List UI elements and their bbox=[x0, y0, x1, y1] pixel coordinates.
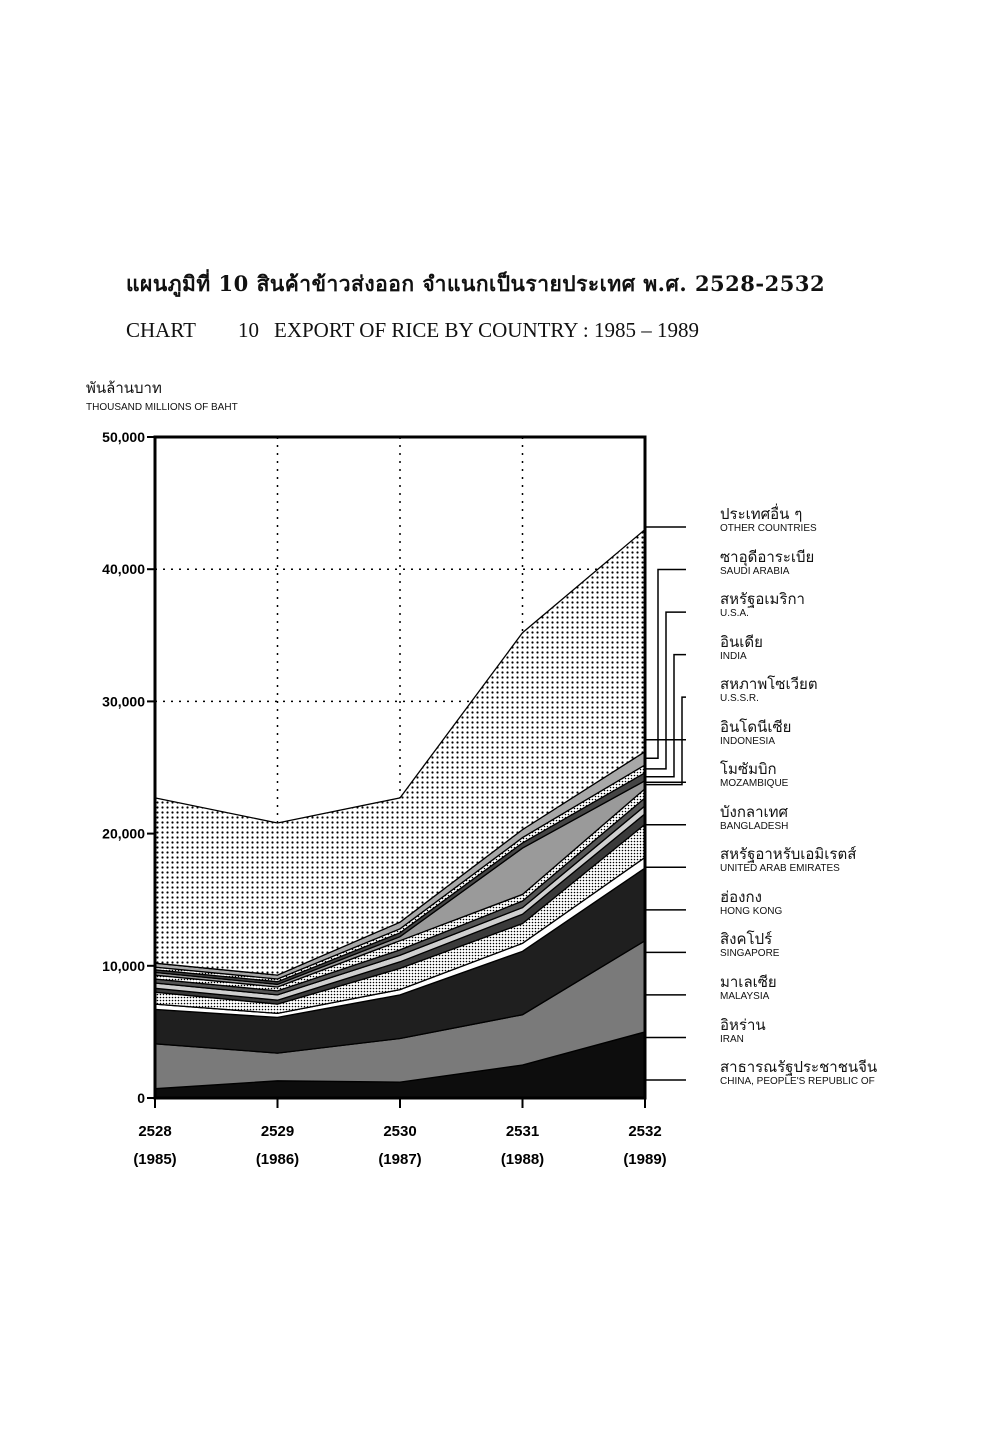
x-tick-label-be: 2532 bbox=[628, 1123, 662, 1140]
x-tick-label-be: 2528 bbox=[138, 1123, 172, 1140]
legend-label-english: HONG KONG bbox=[720, 905, 783, 917]
x-tick-label-ce: (1989) bbox=[623, 1151, 667, 1168]
y-tick-label: 50,000 bbox=[102, 429, 145, 445]
legend-label-english: MALAYSIA bbox=[720, 990, 770, 1002]
legend-label-thai: บังกลาเทศ bbox=[720, 802, 789, 821]
legend-item bbox=[720, 675, 818, 705]
legend-label-thai: ประเทศอื่น ๆ bbox=[720, 505, 803, 523]
x-tick-label-be: 2531 bbox=[505, 1123, 540, 1140]
legend-item bbox=[720, 845, 856, 875]
legend-label-thai: โมซัมบิก bbox=[720, 760, 777, 779]
y-tick-label: 30,000 bbox=[102, 693, 145, 710]
unit-label-english: THOUSAND MILLIONS OF BAHT bbox=[86, 402, 238, 413]
legend-label-english: SAUDI ARABIA bbox=[720, 565, 790, 577]
unit-label-thai: พันล้านบาท bbox=[86, 379, 162, 397]
legend-label-thai: อินโดนีเซีย bbox=[720, 717, 792, 736]
legend-item bbox=[720, 548, 814, 578]
legend-label-english: U.S.A. bbox=[720, 608, 749, 620]
legend-item bbox=[720, 760, 788, 790]
legend-item bbox=[720, 633, 763, 663]
legend-label-thai: สหรัฐอาหรับเอมิเรตส์ bbox=[720, 845, 857, 864]
legend-item bbox=[720, 1058, 877, 1088]
legend-item bbox=[720, 1016, 766, 1046]
x-tick-label-ce: (1988) bbox=[500, 1151, 545, 1168]
legend-item bbox=[720, 930, 779, 960]
legend-leader bbox=[645, 612, 686, 769]
x-tick-label-ce: (1987) bbox=[378, 1151, 422, 1168]
legend-label-english: U.S.S.R. bbox=[720, 693, 759, 705]
legend-label-thai: ซาอุดีอาระเบีย bbox=[720, 547, 815, 566]
legend-label-thai: ฮ่องกง bbox=[720, 887, 762, 906]
chart-word: CHART bbox=[126, 318, 196, 342]
legend-label-english: INDONESIA bbox=[720, 735, 776, 747]
y-tick-label: 40,000 bbox=[102, 561, 145, 578]
x-tick-label-be: 2530 bbox=[383, 1123, 417, 1140]
legend-label-thai: สาธารณรัฐประชาชนจีน bbox=[720, 1058, 878, 1076]
y-tick-label: 0 bbox=[137, 1090, 145, 1106]
legend-item bbox=[720, 973, 777, 1003]
legend-leader-lines bbox=[645, 527, 686, 1080]
x-tick-label-ce: (1986) bbox=[255, 1151, 300, 1168]
legend-label-english: UNITED ARAB EMIRATES bbox=[720, 863, 840, 875]
x-tick-label-ce: (1985) bbox=[133, 1151, 177, 1168]
chart-title-thai: แผนภูมิที่ 10 สินค้าข้าวส่งออก จำแนกเป็นรายประเทศ พ.ศ. 2528-2532 bbox=[126, 271, 826, 296]
legend-label-thai: อิหร่าน bbox=[720, 1015, 766, 1034]
y-tick-label: 20,000 bbox=[102, 825, 145, 842]
x-tick-label-be: 2529 bbox=[260, 1123, 295, 1140]
legend-label-english: SINGAPORE bbox=[720, 948, 780, 960]
legend-label-english: IRAN bbox=[720, 1033, 744, 1045]
legend-item bbox=[720, 505, 817, 535]
legend-label-thai: สหรัฐอเมริกา bbox=[720, 590, 805, 609]
legend-label-english: BANGLADESH bbox=[720, 820, 789, 832]
legend-label-english: MOZAMBIQUE bbox=[720, 778, 789, 790]
legend-label-thai: สหภาพโซเวียต bbox=[720, 675, 818, 694]
chart-number: 10 bbox=[238, 318, 259, 342]
chart-title-text: EXPORT OF RICE BY COUNTRY : 1985 – 1989 bbox=[274, 318, 700, 342]
legend-item bbox=[720, 888, 782, 918]
y-tick-label: 10,000 bbox=[102, 957, 145, 974]
legend-item bbox=[720, 803, 788, 833]
legend-label-english: INDIA bbox=[720, 650, 747, 662]
legend-item bbox=[720, 718, 791, 748]
legend-label-english: CHINA, PEOPLE'S REPUBLIC OF bbox=[720, 1076, 875, 1087]
legend-item bbox=[720, 590, 805, 620]
legend-label-thai: สิงคโปร์ bbox=[720, 930, 773, 949]
legend-label-english: OTHER COUNTRIES bbox=[720, 523, 817, 534]
legend-label-thai: มาเลเซีย bbox=[720, 972, 777, 991]
legend-label-thai: อินเดีย bbox=[720, 632, 763, 651]
